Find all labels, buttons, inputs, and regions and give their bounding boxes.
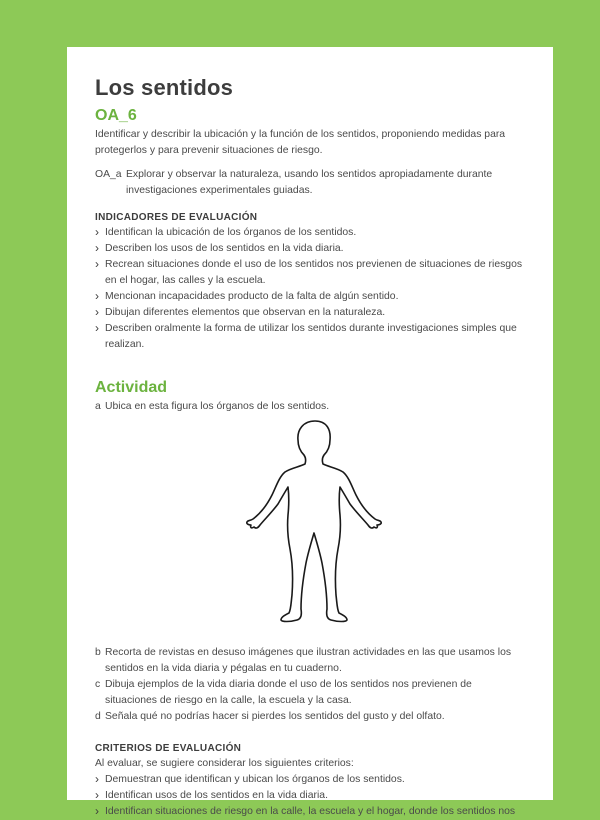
item-text: Dibuja ejemplos de la vida diaria donde el uso de los sentidos nos previenen de situaciones de riesgo en la calle, la escuela y la casa. [105,679,472,706]
worksheet-page [67,47,553,817]
body-figure [95,415,525,645]
item-text: Ubica en esta figura los órganos de los sentidos. [105,401,330,412]
actividad-item-b [95,645,525,677]
item-letter: d [95,711,101,722]
list-item: › Demuestran que identifican y ubican los órganos de los sentidos. [95,772,525,788]
list-item: › Identifican usos de los sentidos en la vida diaria. [95,788,525,804]
indicadores-heading: INDICADORES DE EVALUACIÓN [95,212,258,223]
oa-code: OA_6 [95,107,137,124]
item-letter: c [95,679,101,690]
actividad-item-d [95,709,525,725]
criterios-list [95,772,525,820]
page-title: Los sentidos [95,75,234,100]
actividad-item-a [95,399,525,415]
actividad-heading: Actividad [95,379,168,396]
actividad-item-c [95,677,525,709]
list-item: › Recrean situaciones donde el uso de los sentidos nos previenen de situaciones de riesgos en el hogar, las calles y la escuela. [95,257,525,289]
list-item: › Identifican la ubicación de los órganos de los sentidos. [95,225,525,241]
indicadores-list [95,225,525,353]
list-item: › Mencionan incapacidades producto de la falta de algún sentido. [95,289,525,305]
criterios-intro: Al evaluar, se sugiere considerar los siguientes criterios: [95,758,354,769]
item-letter: a [95,401,101,412]
criterios-heading: CRITERIOS DE EVALUACIÓN [95,743,242,754]
item-text: Señala qué no podrías hacer si pierdes los sentidos del gusto y del olfato. [105,711,445,722]
oa-a-block [95,167,525,199]
human-outline-icon [245,415,385,635]
list-item: › Dibujan diferentes elementos que observan en la naturaleza. [95,305,525,321]
list-item: › Describen oralmente la forma de utilizar los sentidos durante investigaciones simples que realizan. [95,321,525,353]
oa-description: Identificar y describir la ubicación y la función de los sentidos, proponiendo medidas para protegerlos y para prevenir situaciones de riesgo. [95,129,506,156]
item-letter: b [95,647,101,658]
oa-a-code: OA_a [95,169,122,180]
worksheet-content [95,75,525,820]
item-text: Recorta de revistas en desuso imágenes que ilustran actividades en las que usamos los sentidos en la vida diaria y pégalas en tu cuaderno. [105,647,512,674]
oa-a-description: Explorar y observar la naturaleza, usando los sentidos apropiadamente durante investigaciones experimentales guiadas. [126,169,493,196]
list-item: › Identifican situaciones de riesgo en la calle, la escuela y el hogar, donde los sentidos nos [95,804,525,820]
list-item: › Describen los usos de los sentidos en la vida diaria. [95,241,525,257]
